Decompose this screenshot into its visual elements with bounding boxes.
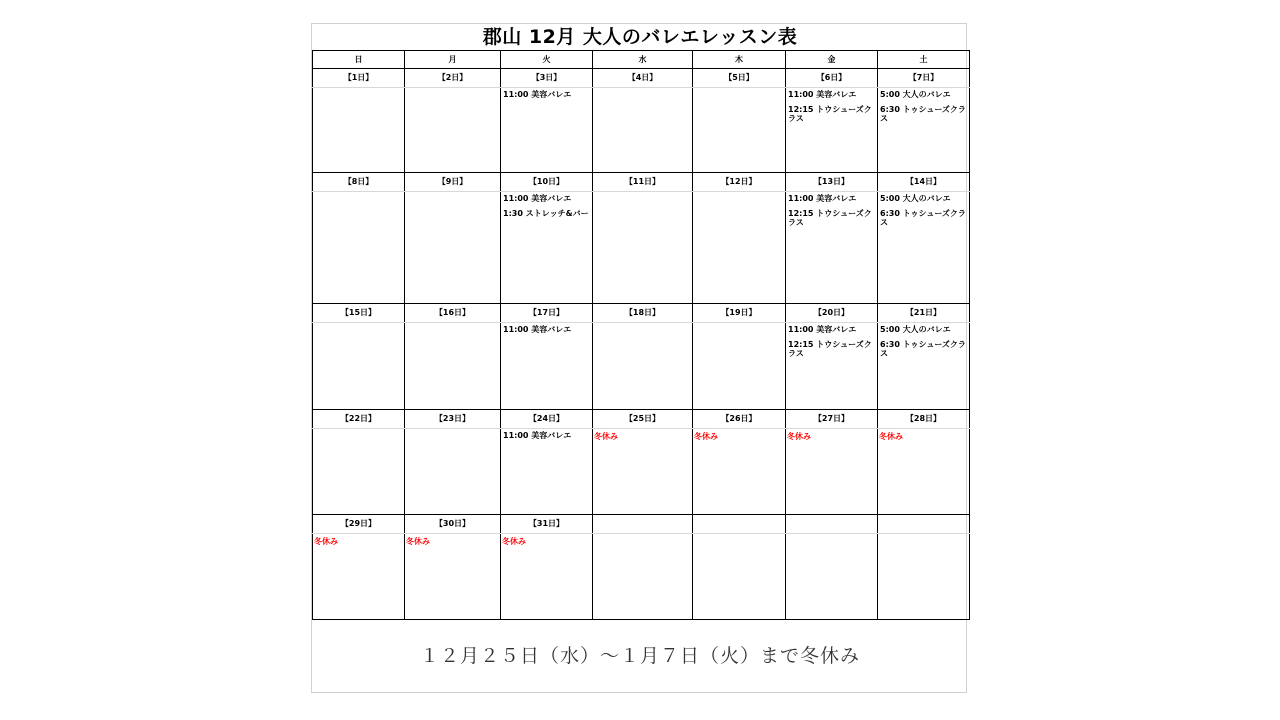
lesson-entry: 11:00 美容バレエ: [788, 194, 857, 203]
date-label: [593, 515, 693, 534]
date-row: [313, 173, 970, 192]
date-label: 【6日】: [786, 69, 878, 88]
day-cell: [313, 88, 405, 173]
lesson-entry: 6:30 トゥシューズクラス: [880, 209, 966, 227]
date-label: 【12日】: [693, 173, 786, 192]
lesson-entry: 12:15 トウシューズクラス: [788, 209, 872, 227]
day-cell: [501, 429, 593, 515]
day-cell: [693, 534, 786, 620]
date-label: 【22日】: [313, 410, 405, 429]
day-cell: [313, 534, 405, 620]
day-cell: [786, 192, 878, 304]
date-label: 【15日】: [313, 304, 405, 323]
day-cell: [501, 88, 593, 173]
lesson-row: [313, 429, 970, 515]
lesson-list: [786, 323, 877, 358]
day-cell: [693, 192, 786, 304]
lesson-list: [878, 88, 969, 123]
weekday-header-row: [313, 51, 970, 69]
date-label: 【21日】: [878, 304, 970, 323]
date-label: 【4日】: [593, 69, 693, 88]
date-label: 【17日】: [501, 304, 593, 323]
date-row: [313, 410, 970, 429]
day-cell: [501, 323, 593, 410]
lesson-entry: 11:00 美容バレエ: [503, 325, 572, 334]
lesson-list: [786, 88, 877, 123]
lesson-entry: 11:00 美容バレエ: [503, 431, 572, 440]
date-label: 【18日】: [593, 304, 693, 323]
day-cell: [593, 534, 693, 620]
date-label: 【7日】: [878, 69, 970, 88]
date-label: 【24日】: [501, 410, 593, 429]
date-label: 【9日】: [405, 173, 501, 192]
holiday-label: 冬休み: [787, 432, 811, 441]
date-label: [786, 515, 878, 534]
day-cell: [878, 88, 970, 173]
holiday-label: 冬休み: [406, 537, 430, 546]
day-cell: [405, 534, 501, 620]
date-label: 【27日】: [786, 410, 878, 429]
date-label: 【8日】: [313, 173, 405, 192]
day-cell: [313, 323, 405, 410]
day-cell: [878, 192, 970, 304]
winter-break-notice: １２月２５日（水）～１月７日（火）まで冬休み: [419, 645, 860, 667]
date-label: 【26日】: [693, 410, 786, 429]
day-cell: [786, 534, 878, 620]
date-label: 【2日】: [405, 69, 501, 88]
date-label: 【29日】: [313, 515, 405, 534]
date-label: 【11日】: [593, 173, 693, 192]
holiday-label: 冬休み: [502, 537, 526, 546]
day-cell: [313, 429, 405, 515]
lesson-row: [313, 88, 970, 173]
lesson-entry: 12:15 トウシューズクラス: [788, 105, 872, 123]
day-cell: [786, 323, 878, 410]
schedule-title: 郡山 12月 大人のバレエレッスン表: [482, 26, 798, 48]
lesson-entry: 11:00 美容バレエ: [788, 325, 857, 334]
lesson-list: [501, 88, 592, 99]
day-cell: [786, 429, 878, 515]
lesson-list: [501, 429, 592, 440]
date-label: 【30日】: [405, 515, 501, 534]
date-row: [313, 515, 970, 534]
lesson-row: [313, 323, 970, 410]
date-label: 【25日】: [593, 410, 693, 429]
lesson-entry: 12:15 トウシューズクラス: [788, 340, 872, 358]
holiday-label: 冬休み: [879, 432, 903, 441]
lesson-list: [878, 192, 969, 227]
lesson-list: [786, 192, 877, 227]
date-label: [693, 515, 786, 534]
lesson-entry: 11:00 美容バレエ: [503, 194, 572, 203]
weekday-header: 土: [878, 51, 970, 69]
lesson-entry: 11:00 美容バレエ: [788, 90, 857, 99]
lesson-entry: 6:30 トゥシューズクラス: [880, 105, 966, 123]
holiday-label: 冬休み: [694, 432, 718, 441]
lesson-list: [501, 323, 592, 334]
day-cell: [313, 192, 405, 304]
weekday-header: 木: [693, 51, 786, 69]
lesson-entry: 1:30 ストレッチ&バー: [503, 209, 589, 218]
day-cell: [693, 429, 786, 515]
date-label: 【13日】: [786, 173, 878, 192]
day-cell: [405, 429, 501, 515]
lesson-list: [501, 192, 592, 218]
day-cell: [405, 323, 501, 410]
holiday-label: 冬休み: [594, 432, 618, 441]
day-cell: [878, 429, 970, 515]
day-cell: [878, 323, 970, 410]
lesson-row: [313, 534, 970, 620]
lesson-entry: 11:00 美容バレエ: [503, 90, 572, 99]
weekday-header: 水: [593, 51, 693, 69]
weekday-header: 金: [786, 51, 878, 69]
date-label: 【5日】: [693, 69, 786, 88]
lesson-entry: 5:00 大人のバレエ: [880, 90, 951, 99]
weekday-header: 日: [313, 51, 405, 69]
date-label: 【3日】: [501, 69, 593, 88]
date-label: [878, 515, 970, 534]
lesson-entry: 6:30 トゥシューズクラス: [880, 340, 966, 358]
date-label: 【23日】: [405, 410, 501, 429]
lesson-entry: 5:00 大人のバレエ: [880, 194, 951, 203]
date-label: 【10日】: [501, 173, 593, 192]
day-cell: [593, 88, 693, 173]
day-cell: [593, 323, 693, 410]
lesson-entry: 5:00 大人のバレエ: [880, 325, 951, 334]
day-cell: [593, 192, 693, 304]
date-label: 【1日】: [313, 69, 405, 88]
day-cell: [593, 429, 693, 515]
date-label: 【16日】: [405, 304, 501, 323]
day-cell: [405, 88, 501, 173]
date-row: [313, 69, 970, 88]
holiday-label: 冬休み: [314, 537, 338, 546]
calendar-grid: [312, 50, 970, 620]
lesson-list: [878, 323, 969, 358]
weekday-header: 火: [501, 51, 593, 69]
date-label: 【19日】: [693, 304, 786, 323]
day-cell: [878, 534, 970, 620]
day-cell: [501, 534, 593, 620]
day-cell: [405, 192, 501, 304]
day-cell: [786, 88, 878, 173]
date-label: 【20日】: [786, 304, 878, 323]
date-label: 【28日】: [878, 410, 970, 429]
day-cell: [501, 192, 593, 304]
weekday-header: 月: [405, 51, 501, 69]
day-cell: [693, 88, 786, 173]
date-label: 【31日】: [501, 515, 593, 534]
lesson-row: [313, 192, 970, 304]
date-row: [313, 304, 970, 323]
lesson-schedule-sheet: [311, 23, 967, 693]
date-label: 【14日】: [878, 173, 970, 192]
day-cell: [693, 323, 786, 410]
